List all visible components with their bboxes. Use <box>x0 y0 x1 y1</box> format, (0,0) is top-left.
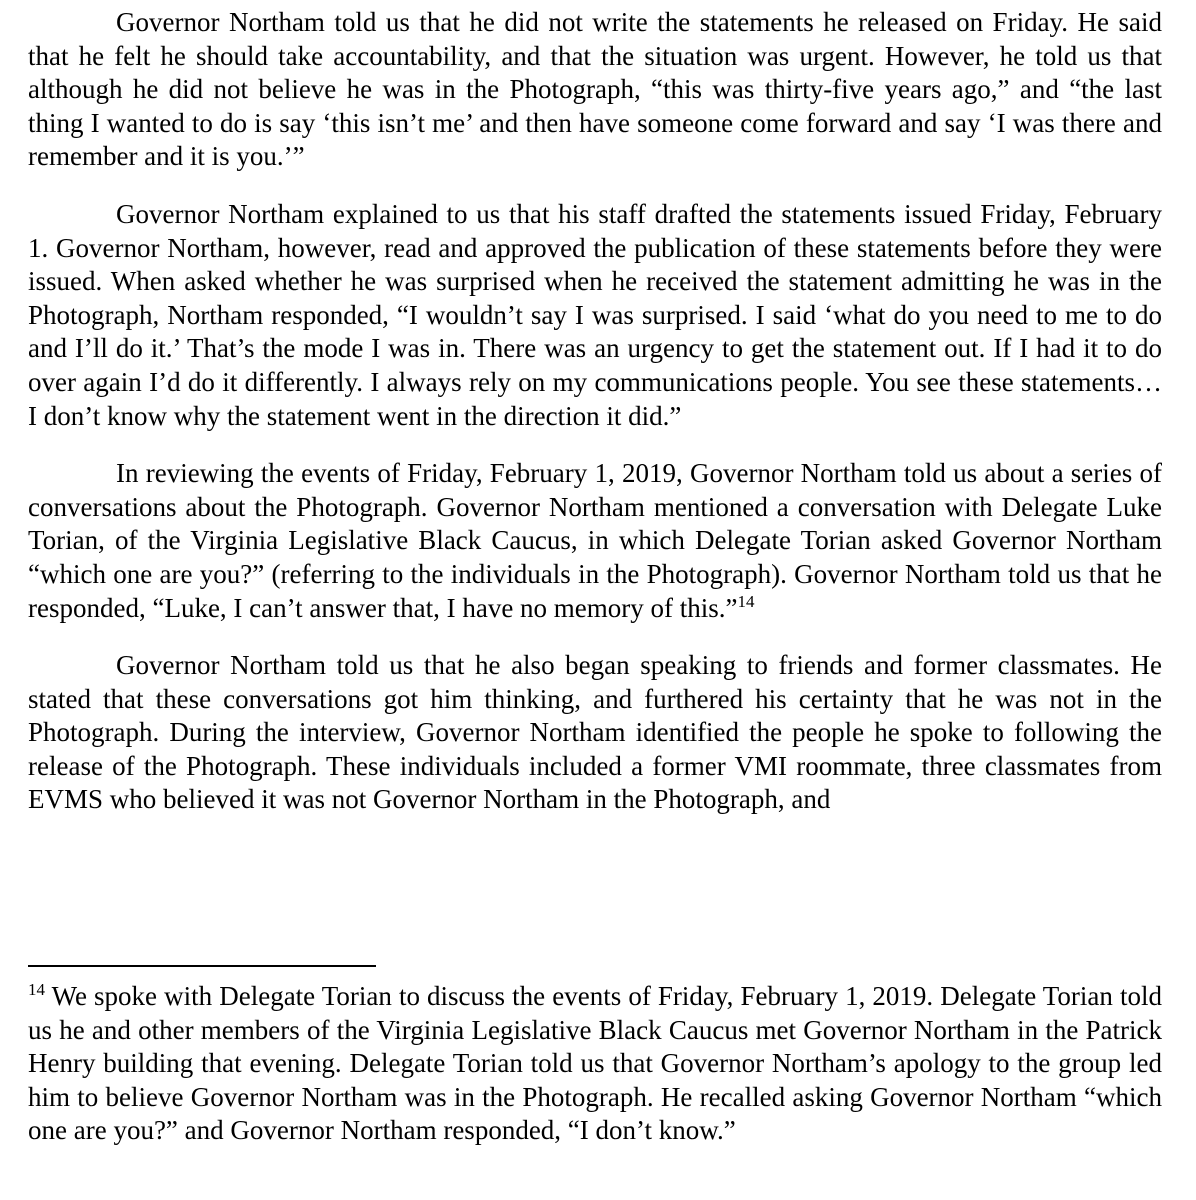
footnote-text: We spoke with Delegate Torian to discuss the events of Friday, February 1, 2019. Delegate Torian told us he and other members of the Virginia Legislative Black Caucus met Governor Northam in the Patrick Henry building that evening. Delegate Torian told us that Governor Northam’s apology to the group led him to believe Governor Northam was in the Photograph. He recalled asking Governor Northam “which one are you?” and Governor Northam responded, “I don’t know.” <box>28 981 1162 1145</box>
footnote-number: 14 <box>28 980 45 999</box>
paragraph-conversations <box>28 457 1162 625</box>
paragraph-friends-classmates <box>28 649 1162 817</box>
footnote-14 <box>28 980 1162 1148</box>
paragraph-text: Governor Northam told us that he also began speaking to friends and former classmates. He stated that these conversations got him thinking, and furthered his certainty that he was not in the Photograph. During the interview, Governor Northam identified the people he spoke to following the release of the Photograph. These individuals included a former VMI roommate, three classmates from EVMS who believed it was not Governor Northam in the Photograph, and <box>28 650 1162 815</box>
footnote-reference[interactable]: 14 <box>737 591 755 611</box>
paragraph-text: Governor Northam explained to us that his staff drafted the statements issued Friday, February 1. Governor Northam, however, read and approved the publication of these statements before they were issued. When asked whether he was surprised when he received the statement admitting he was in the Photograph, Northam responded, “I wouldn’t say I was surprised. I said ‘what do you need to me to do and I’ll do it.’ That’s the mode I was in. There was an urgency to get the statement out. If I had it to do over again I’d do it differently. I always rely on my communications people. You see these statements… I don’t know why the statement went in the direction it did.” <box>28 198 1162 431</box>
paragraph-text: In reviewing the events of Friday, February 1, 2019, Governor Northam told us about a series of conversations about the Photograph. Governor Northam mentioned a conversation with Delegate Luke Torian, of the Virginia Legislative Black Caucus, in which Delegate Torian asked Governor Northam “which one are you?” (referring to the individuals in the Photograph). Governor Northam told us that he responded, “Luke, I can’t answer that, I have no memory of this.” <box>28 458 1162 623</box>
paragraph-statements-not-written <box>28 6 1162 174</box>
paragraph-text: Governor Northam told us that he did not write the statements he released on Friday. He said that he felt he should take accountability, and that the situation was urgent. However, he told us that although he did not believe he was in the Photograph, “this was thirty-five years ago,” and “the last thing I wanted to do is say ‘this isn’t me’ and then have someone come forward and say ‘I was there and remember and it is you.’” <box>28 7 1162 172</box>
document-body <box>28 6 1162 817</box>
paragraph-staff-drafted <box>28 198 1162 433</box>
footnote-divider <box>28 965 376 967</box>
